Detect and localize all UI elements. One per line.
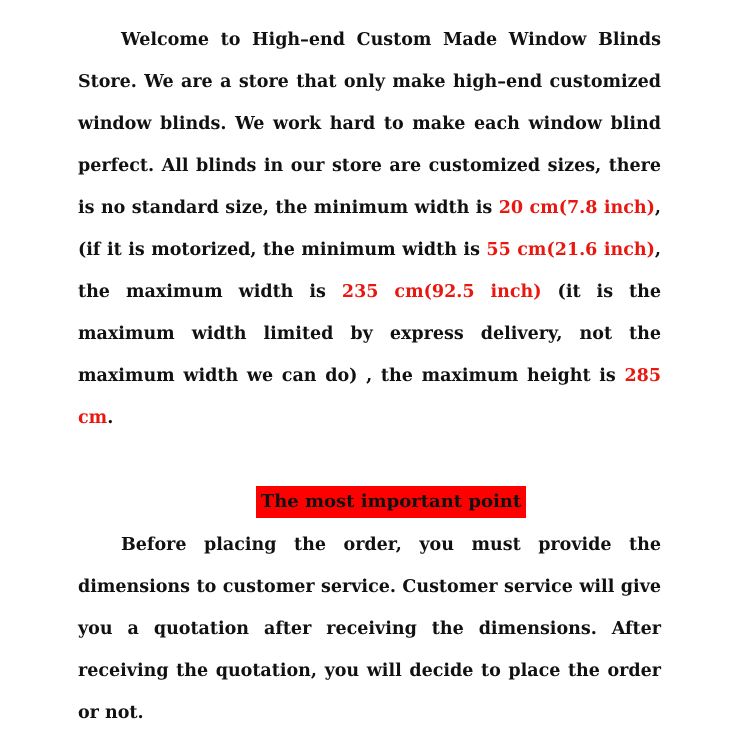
important-point-banner: The most important point — [256, 486, 526, 518]
intro-paragraph — [78, 19, 661, 439]
intro-text-5: . — [107, 408, 114, 428]
min-width-value: 20 cm(7.8 inch) — [498, 198, 655, 218]
ordering-indent — [78, 535, 121, 555]
intro-lead-text: Welcome to High–end Custom Made Window Blinds Store. We are a store that only make high–end customized window blinds. We work hard to make each window blind perfect. All blinds in our store are customized sizes, there is no standard size, the minimum width is — [78, 30, 661, 218]
intro-text-2: , (if it is motorized, the minimum width is — [78, 198, 662, 260]
min-width-motorized-value: 55 cm(21.6 inch) — [486, 240, 655, 260]
intro-indent — [78, 30, 121, 50]
max-height-value: 285 cm — [78, 366, 661, 428]
intro-text-4: (it is the maximum width limited by express delivery, not the maximum width we can do) , the maximum height is — [78, 282, 662, 386]
max-width-value: 235 cm(92.5 inch) — [341, 282, 542, 302]
intro-text-3: , the maximum width is — [78, 240, 661, 302]
ordering-paragraph — [78, 524, 661, 734]
ordering-text: Before placing the order, you must provide the dimensions to customer service. Customer service will give you a quotation after receiving the dimensions. After receiving the quotation, you will decide to place the order or not. — [78, 535, 661, 723]
